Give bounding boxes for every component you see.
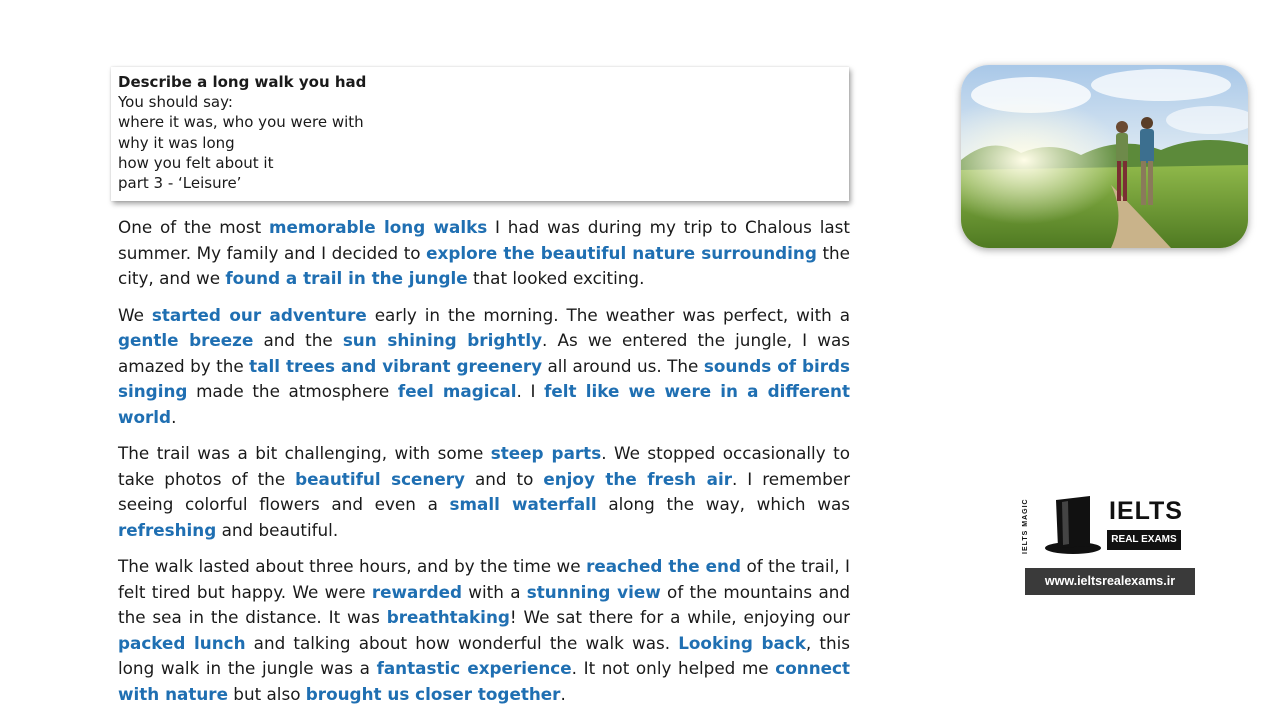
key-phrase: gentle breeze <box>118 330 254 350</box>
answer-paragraph <box>118 215 850 292</box>
answer-text: . <box>560 683 566 704</box>
key-phrase: Looking back <box>678 632 806 653</box>
answer-text: of the mountains and the sea in the distance. It was <box>118 581 851 627</box>
cue-card-line: why it was long <box>118 133 235 152</box>
answer-text: One of the most <box>118 217 270 237</box>
couple-walking-photo <box>961 65 1248 248</box>
sample-answer <box>118 215 850 718</box>
answer-paragraph <box>118 554 850 707</box>
key-phrase: small waterfall <box>449 494 597 514</box>
key-phrase: memorable long walks <box>269 217 488 237</box>
cue-card-line: where it was, who you were with <box>118 113 364 132</box>
answer-text: We <box>118 304 152 325</box>
answer-text: , this long walk in the jungle was a <box>118 632 850 678</box>
key-phrase: feel magical <box>397 381 517 401</box>
answer-text: along the way, which was <box>596 494 850 514</box>
answer-text: and the <box>253 330 343 350</box>
answer-text: all around us. The <box>542 355 704 376</box>
top-hat-icon <box>1040 492 1106 558</box>
answer-text: of the trail, I felt tired but happy. We were <box>118 556 850 602</box>
key-phrase: packed lunch <box>118 632 246 653</box>
answer-text: The walk lasted about three hours, and by the time we <box>118 556 587 576</box>
key-phrase: beautiful scenery <box>295 468 465 489</box>
answer-text: The trail was a bit challenging, with some <box>118 443 491 463</box>
key-phrase: connect with nature <box>118 658 850 704</box>
key-phrase: sounds of birds singing <box>118 355 851 401</box>
answer-text: with a <box>462 581 527 602</box>
answer-text: and talking about how wonderful the walk was. <box>245 632 679 653</box>
key-phrase: stunning view <box>526 581 661 602</box>
key-phrase: rewarded <box>371 581 462 602</box>
answer-paragraph <box>118 303 850 431</box>
key-phrase: fantastic experience <box>376 658 572 678</box>
key-phrase: steep parts <box>490 443 602 463</box>
logo-word: IELTS <box>1109 497 1183 525</box>
key-phrase: reached the end <box>586 556 741 576</box>
answer-paragraph <box>118 441 850 543</box>
answer-text: . <box>171 406 177 427</box>
key-phrase: felt like we were in a different world <box>118 381 850 427</box>
key-phrase: started our adventure <box>151 304 367 325</box>
key-phrase: breathtaking <box>386 607 510 627</box>
key-phrase: explore the beautiful nature surrounding <box>426 242 817 263</box>
cue-card-line: part 3 - ‘Leisure’ <box>118 174 242 193</box>
logo-arc-text: IELTS MAGIC <box>1022 498 1029 554</box>
logo-badge: REAL EXAMS <box>1107 530 1181 550</box>
key-phrase: brought us closer together <box>305 683 561 704</box>
answer-text: and beautiful. <box>216 519 339 540</box>
answer-text: but also <box>227 683 306 704</box>
answer-text: and to <box>464 468 544 489</box>
cue-card <box>111 67 849 201</box>
ielts-real-exams-logo <box>1022 490 1197 560</box>
key-phrase: tall trees and vibrant greenery <box>249 355 543 376</box>
key-phrase: found a trail in the jungle <box>225 268 468 288</box>
answer-text: made the atmosphere <box>187 381 398 401</box>
key-phrase: sun shining brightly <box>342 330 543 350</box>
cue-card-line: how you felt about it <box>118 153 274 172</box>
answer-text: the city, and we <box>118 242 850 288</box>
cue-card-line: You should say: <box>118 93 233 112</box>
answer-text: . It not only helped me <box>571 658 776 678</box>
website-url[interactable]: www.ieltsrealexams.ir <box>1025 568 1195 595</box>
answer-text: early in the morning. The weather was perfect, with a <box>366 304 850 325</box>
answer-text: that looked exciting. <box>467 268 645 288</box>
answer-text: . As we entered the jungle, I was amazed by the <box>118 330 850 376</box>
answer-text: . We stopped occasionally to take photos of the <box>118 443 850 489</box>
key-phrase: refreshing <box>118 519 217 540</box>
answer-text: . I <box>516 381 545 401</box>
key-phrase: enjoy the fresh air <box>543 468 732 489</box>
answer-text: I had was during my trip to Chalous last summer. My family and I decided to <box>118 217 850 263</box>
answer-text: ! We sat there for a while, enjoying our <box>509 607 850 627</box>
cue-card-title: Describe a long walk you had <box>118 73 367 91</box>
answer-text: . I remember seeing colorful flowers and even a <box>118 468 850 514</box>
